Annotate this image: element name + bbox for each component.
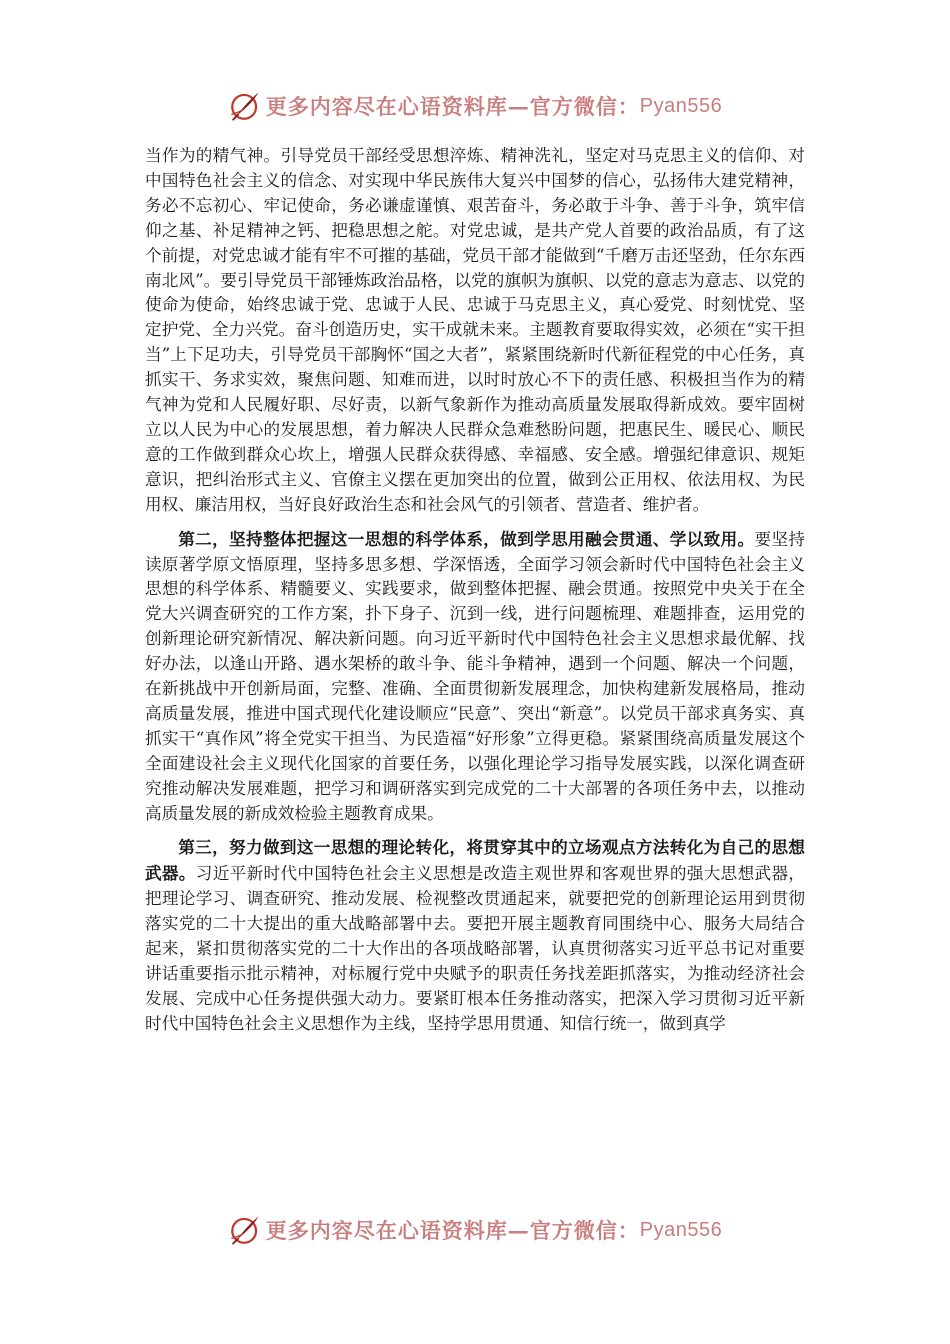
paragraph	[145, 835, 805, 1036]
paragraph-text: 要坚持读原著学原文悟原理，坚持多思多想、学深悟透，全面学习领会新时代中国特色社会主义思想的科学体系、精髓要义、实践要求，做到整体把握、融会贯通。按照党中央关于在全党大兴调查研究的工作方案，扑下身子、沉到一线，进行问题梳理、难题排查，运用党的创新理论研究新情况、解决新问题。向习近平新时代中国特色社会主义思想求最优解、找好办法，以逢山开路、遇水架桥的敢斗争、能斗争精神，遇到一个问题、解决一个问题，在新挑战中开创新局面，完整、准确、全面贯彻新发展理念，加快构建新发展格局，推动高质量发展，推进中国式现代化建设顺应“民意”、突出“新意”。以党员干部求真务实、真抓实干“真作风”将全党实干担当、为民造福“好形象”立得更稳。紧紧围绕高质量发展这个全面建设社会主义现代化国家的首要任务，以强化理论学习指导发展实践，以深化调查研究推动解决发展难题，把学习和调研落实到完成党的二十大部署的各项任务中去，以推动高质量发展的新成效检验主题教育成果。	[145, 529, 806, 823]
quill-logo-icon	[228, 1213, 262, 1247]
banner-account-id: Pyan556	[639, 1218, 723, 1241]
paragraph-text: 习近平新时代中国特色社会主义思想是改造主观世界和客观世界的强大思想武器，把理论学习、调查研究、推动发展、检视整改贯通起来，就要把党的创新理论运用到贯彻落实党的二十大提出的重大战略部署中去。要把开展主题教育同围绕中心、服务大局结合起来，紧扣贯彻落实党的二十大作出的各项战略部署，认真贯彻落实习近平总书记对重要讲话重要指示批示精神，对标履行党中央赋予的职责任务找差距抓落实，为推动经济社会发展、完成中心任务提供强大动力。要紧盯根本任务推动落实，把深入学习贯彻习近平新时代中国特色社会主义思想作为主线，坚持学思用贯通、知信行统一，做到真学	[145, 864, 805, 1033]
paragraph-heading: 第二，坚持整体把握这一思想的科学体系，做到学思用融会贯通、学以致用。	[178, 528, 755, 549]
paragraph	[145, 527, 805, 827]
paragraph-text: 当作为的精气神。引导党员干部经受思想淬炼、精神洗礼，坚定对马克思主义的信仰、对中国特色社会主义的信念、对实现中华民族伟大复兴中国梦的信心，弘扬伟大建党精神，务必不忘初心、牢记使命，务必谦虚谨慎、艰苦奋斗，务必敢于斗争、善于斗争，筑牢信仰之基、补足精神之钙、把稳思想之舵。对党忠诚，是共产党人首要的政治品质，有了这个前提，对党忠诚才能有牢不可摧的基础，党员干部才能做到“千磨万击还坚劲，任尔东西南北风”。要引导党员干部锤炼政治品格，以党的旗帜为旗帜、以党的意志为意志、以党的使命为使命，始终忠诚于党、忠诚于人民、忠诚于马克思主义，真心爱党、时刻忧党、坚定护党、全力兴党。奋斗创造历史，实干成就未来。主题教育要取得实效，必须在“实干担当”上下足功夫，引导党员干部胸怀“国之大者”，紧紧围绕新时代新征程党的中心任务，真抓实干、务求实效，聚焦问题、知难而进，以时时放心不下的责任感、积极担当作为的精气神为党和人民履好职、尽好责，以新气象新作为推动高质量发展取得新成效。要牢固树立以人民为中心的发展思想，着力解决人民群众急难愁盼问题，把惠民生、暖民心、顺民意的工作做到群众心坎上，增强人民群众获得感、幸福感、安全感。增强纪律意识、规矩意识，把纠治形式主义、官僚主义摆在更加突出的位置，做到公正用权、依法用权、为民用权、廉洁用权，当好良好政治生态和社会风气的引领者、营造者、维护者。	[145, 146, 805, 514]
banner-title: 更多内容尽在心语资料库—官方微信：	[265, 1218, 640, 1243]
banner-account-id: Pyan556	[639, 94, 723, 117]
document-body	[145, 144, 805, 1037]
banner-title: 更多内容尽在心语资料库—官方微信：	[265, 94, 640, 119]
paragraph	[145, 144, 805, 518]
footer-watermark-banner	[0, 1208, 950, 1252]
header-watermark-banner	[0, 84, 950, 128]
quill-logo-icon	[228, 89, 262, 123]
paragraph-heading: 第三，努力做到这一思想的理论转化，将贯穿其中的立场观点方法转化为自己的思想武器。	[145, 837, 805, 884]
